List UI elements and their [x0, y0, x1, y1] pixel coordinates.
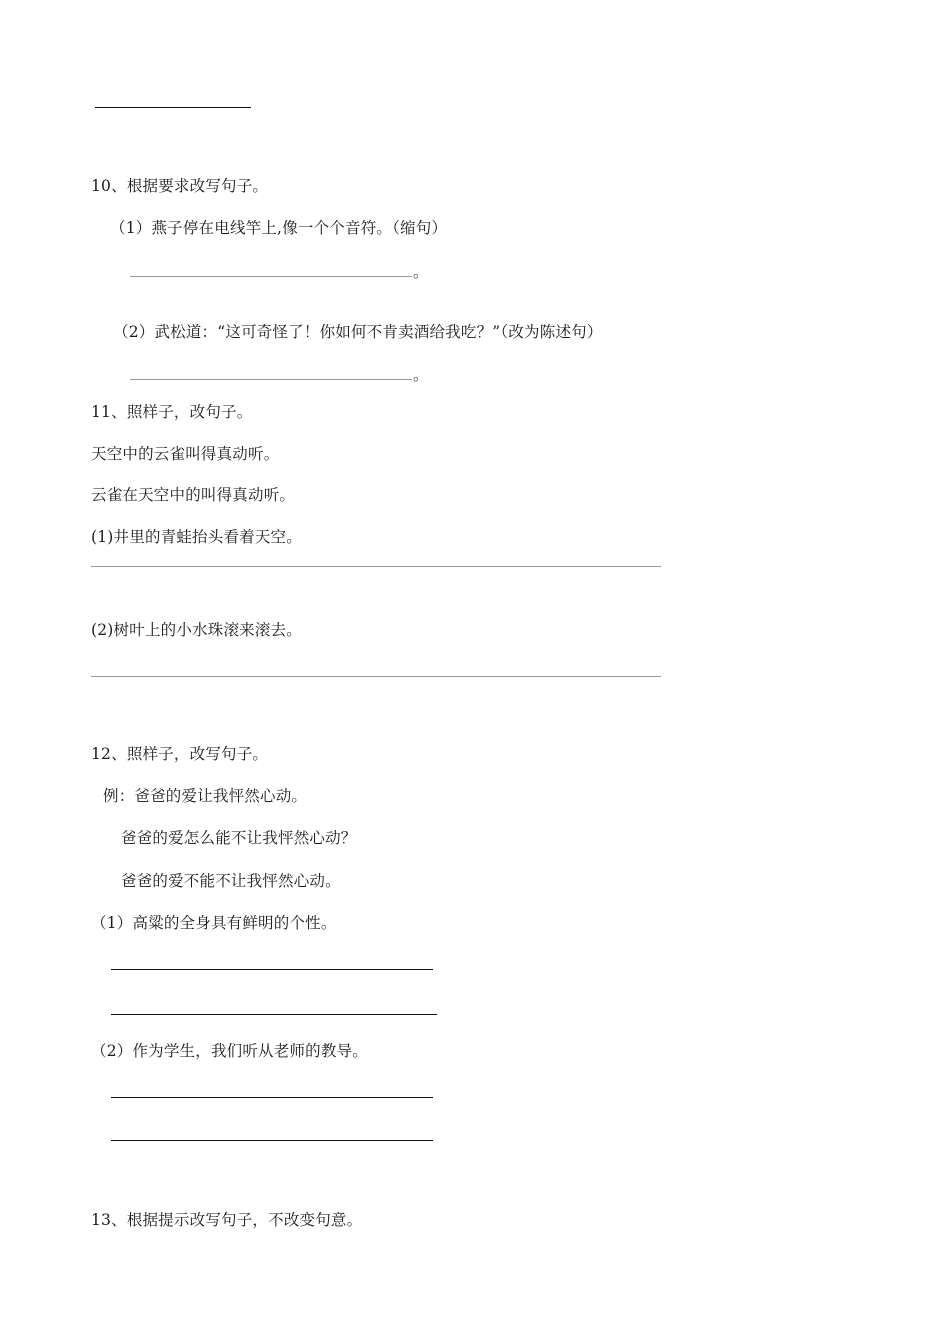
q10-item1: （1）燕子停在电线竿上,像一个个音符。（缩句） [110, 219, 448, 237]
answer-line-top[interactable] [95, 107, 251, 108]
q10-item1-answer-line[interactable] [130, 276, 412, 277]
q12-item2-answer-line-1[interactable] [111, 1097, 433, 1098]
q12-example-rewrite-1: 爸爸的爱怎么能不让我怦然心动？ [121, 829, 357, 847]
q10-item2-end-mark: 。 [413, 366, 429, 384]
q11-example-original: 天空中的云雀叫得真动听。 [91, 445, 280, 463]
q10-item1-end-mark: 。 [413, 263, 429, 281]
q10-item2: （2）武松道：“这可奇怪了！你如何不肯卖酒给我吃？”（改为陈述句） [113, 323, 603, 341]
q12-title: 12、照样子，改写句子。 [91, 745, 269, 763]
q12-example-label: 例：爸爸的爱让我怦然心动。 [103, 787, 308, 805]
q11-item2: (2)树叶上的小水珠滚来滚去。 [91, 621, 302, 639]
q11-item1-answer-line[interactable] [91, 566, 661, 567]
q12-item2: （2）作为学生，我们听从老师的教导。 [91, 1042, 368, 1060]
q11-item1: (1)井里的青蛙抬头看着天空。 [91, 528, 302, 546]
q12-item2-answer-line-2[interactable] [111, 1140, 433, 1141]
q13-title: 13、根据提示改写句子，不改变句意。 [91, 1211, 363, 1229]
q12-example-rewrite-2: 爸爸的爱不能不让我怦然心动。 [121, 872, 341, 890]
q11-item2-answer-line[interactable] [91, 676, 661, 677]
q10-title: 10、根据要求改写句子。 [91, 177, 269, 195]
q12-item1-answer-line-1[interactable] [111, 969, 433, 970]
q12-item1-answer-line-2[interactable] [111, 1014, 437, 1015]
q11-example-rewritten: 云雀在天空中的叫得真动听。 [91, 486, 296, 504]
q10-item2-answer-line[interactable] [130, 379, 412, 380]
q12-item1: （1）高粱的全身具有鲜明的个性。 [91, 914, 337, 932]
q11-title: 11、照样子，改句子。 [91, 403, 253, 421]
